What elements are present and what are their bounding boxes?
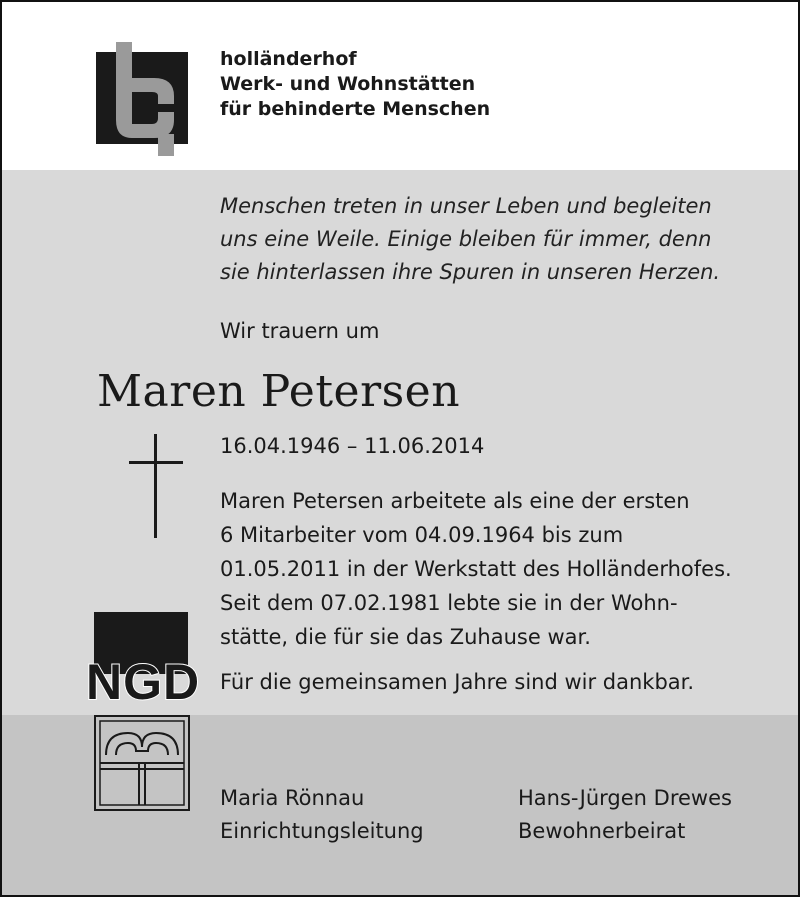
life-dates: 16.04.1946 – 11.06.2014 <box>220 434 485 458</box>
signature-left <box>220 782 424 848</box>
bio-line: Maren Petersen arbeitete als eine der ersten <box>220 489 690 513</box>
bio-line: 01.05.2011 in der Werkstatt des Holländerhofes. <box>220 557 732 581</box>
cross-icon <box>129 434 183 538</box>
organization-name <box>220 47 490 122</box>
memorial-quote <box>220 190 780 289</box>
signature-role: Bewohnerbeirat <box>518 819 686 843</box>
organization-line: holländerhof <box>220 48 357 70</box>
signature-role: Einrichtungsleitung <box>220 819 424 843</box>
thanks-line: Für die gemeinsamen Jahre sind wir dankbar. <box>220 670 695 694</box>
bio-line: Seit dem 07.02.1981 lebte sie in der Wohn- <box>220 591 678 615</box>
quote-line: uns eine Weile. Einige bleiben für immer, denn <box>220 227 712 251</box>
mourning-intro: Wir trauern um <box>220 319 380 343</box>
bio-line: stätte, die für sie das Zuhause war. <box>220 625 591 649</box>
organization-line: Werk- und Wohnstätten <box>220 73 476 95</box>
deceased-name: Maren Petersen <box>97 366 461 417</box>
ngd-logo <box>86 612 200 708</box>
biography <box>220 484 732 654</box>
signature-name: Maria Rönnau <box>220 786 365 810</box>
organization-line: für behinderte Menschen <box>220 98 491 120</box>
ngd-logo-text: NGD <box>86 654 201 710</box>
quote-line: Menschen treten in unser Leben und begleiten <box>220 194 712 218</box>
hollaenderhof-logo <box>94 40 194 158</box>
diakonie-cross-logo <box>94 715 190 811</box>
signature-right <box>518 782 732 848</box>
signature-name: Hans-Jürgen Drewes <box>518 786 732 810</box>
bio-line: 6 Mitarbeiter vom 04.09.1964 bis zum <box>220 523 624 547</box>
quote-line: sie hinterlassen ihre Spuren in unseren Herzen. <box>220 260 721 284</box>
